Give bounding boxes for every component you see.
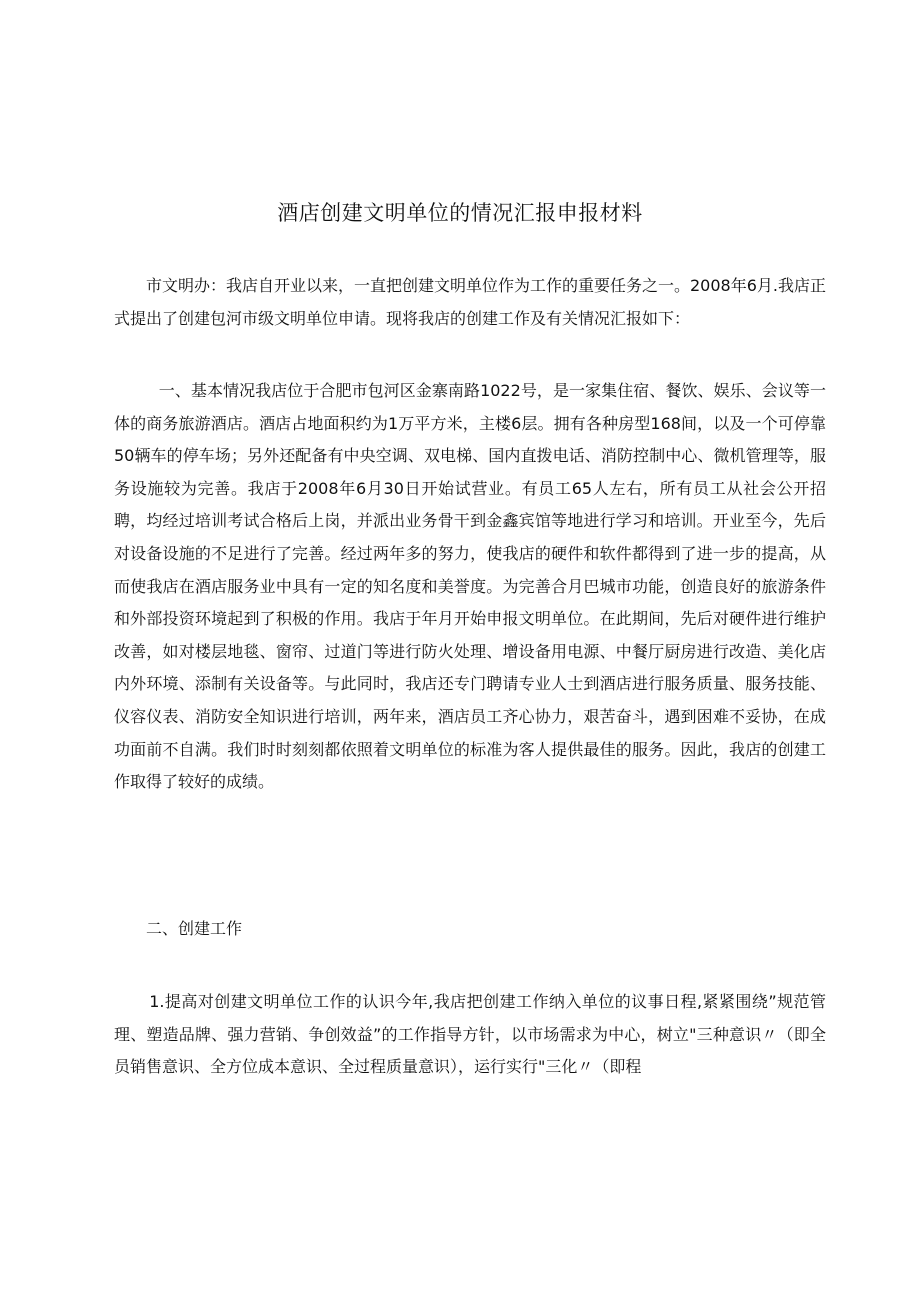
document-title: 酒店创建文明单位的情况汇报申报材料 [277,201,643,225]
section-two-heading: 二、创建工作 [146,919,243,938]
item-one-paragraph: 1.提高对创建文明单位工作的认识今年,我店把创建工作纳入单位的议事日程,紧紧围绕”规范管理、塑造品牌、强力营销、争创效益”的工作指导方针，以市场需求为中心，树立"三种意识〃（即全员销售意识、全方位成本意识、全过程质量意识），运行实行"三化〃（即程 [114,992,826,1077]
salutation-paragraph: 市文明办：我店自开业以来，一直把创建文明单位作为工作的重要任务之一。2008年6月.我店正式提出了创建包河市级文明单位申请。现将我店的创建工作及有关情况汇报如下： [114,276,826,328]
basic-situation-paragraph: 一、基本情况我店位于合肥市包河区金寨南路1022号，是一家集住宿、餐饮、娱乐、会议等一体的商务旅游酒店。酒店占地面积约为1万平方米，主楼6层。拥有各种房型168间，以及一个可停靠50辆车的停车场；另外还配备有中央空调、双电梯、国内直拨电话、消防控制中心、微机管理等，服务设施较为完善。我店于2008年6月30日开始试营业。有员工65人左右，所有员工从社会公开招聘，均经过培训考试合格后上岗，并派出业务骨干到金鑫宾馆等地进行学习和培训。开业至今，先后对设备设施的不足进行了完善。经过两年多的努力，使我店的硬件和软件都得到了进一步的提高，从而使我店在酒店服务业中具有一定的知名度和美誉度。为完善合月巴城市功能，创造良好的旅游条件和外部投资环境起到了积极的作用。我店于年月开始申报文明单位。在此期间，先后对硬件进行维护改善，如对楼层地毯、窗帘、过道门等进行防火处理、增设备用电源、中餐厅厨房进行改造、美化店内外环境、添制有关设备等。与此同时，我店还专门聘请专业人士到酒店进行服务质量、服务技能、仪容仪表、消防安全知识进行培训，两年来，酒店员工齐心协力，艰苦奋斗，遇到困难不妥协，在成功面前不自满。我们时时刻刻都依照着文明单位的标准为客人提供最佳的服务。因此，我店的创建工作取得了较好的成绩。 [114,381,826,792]
